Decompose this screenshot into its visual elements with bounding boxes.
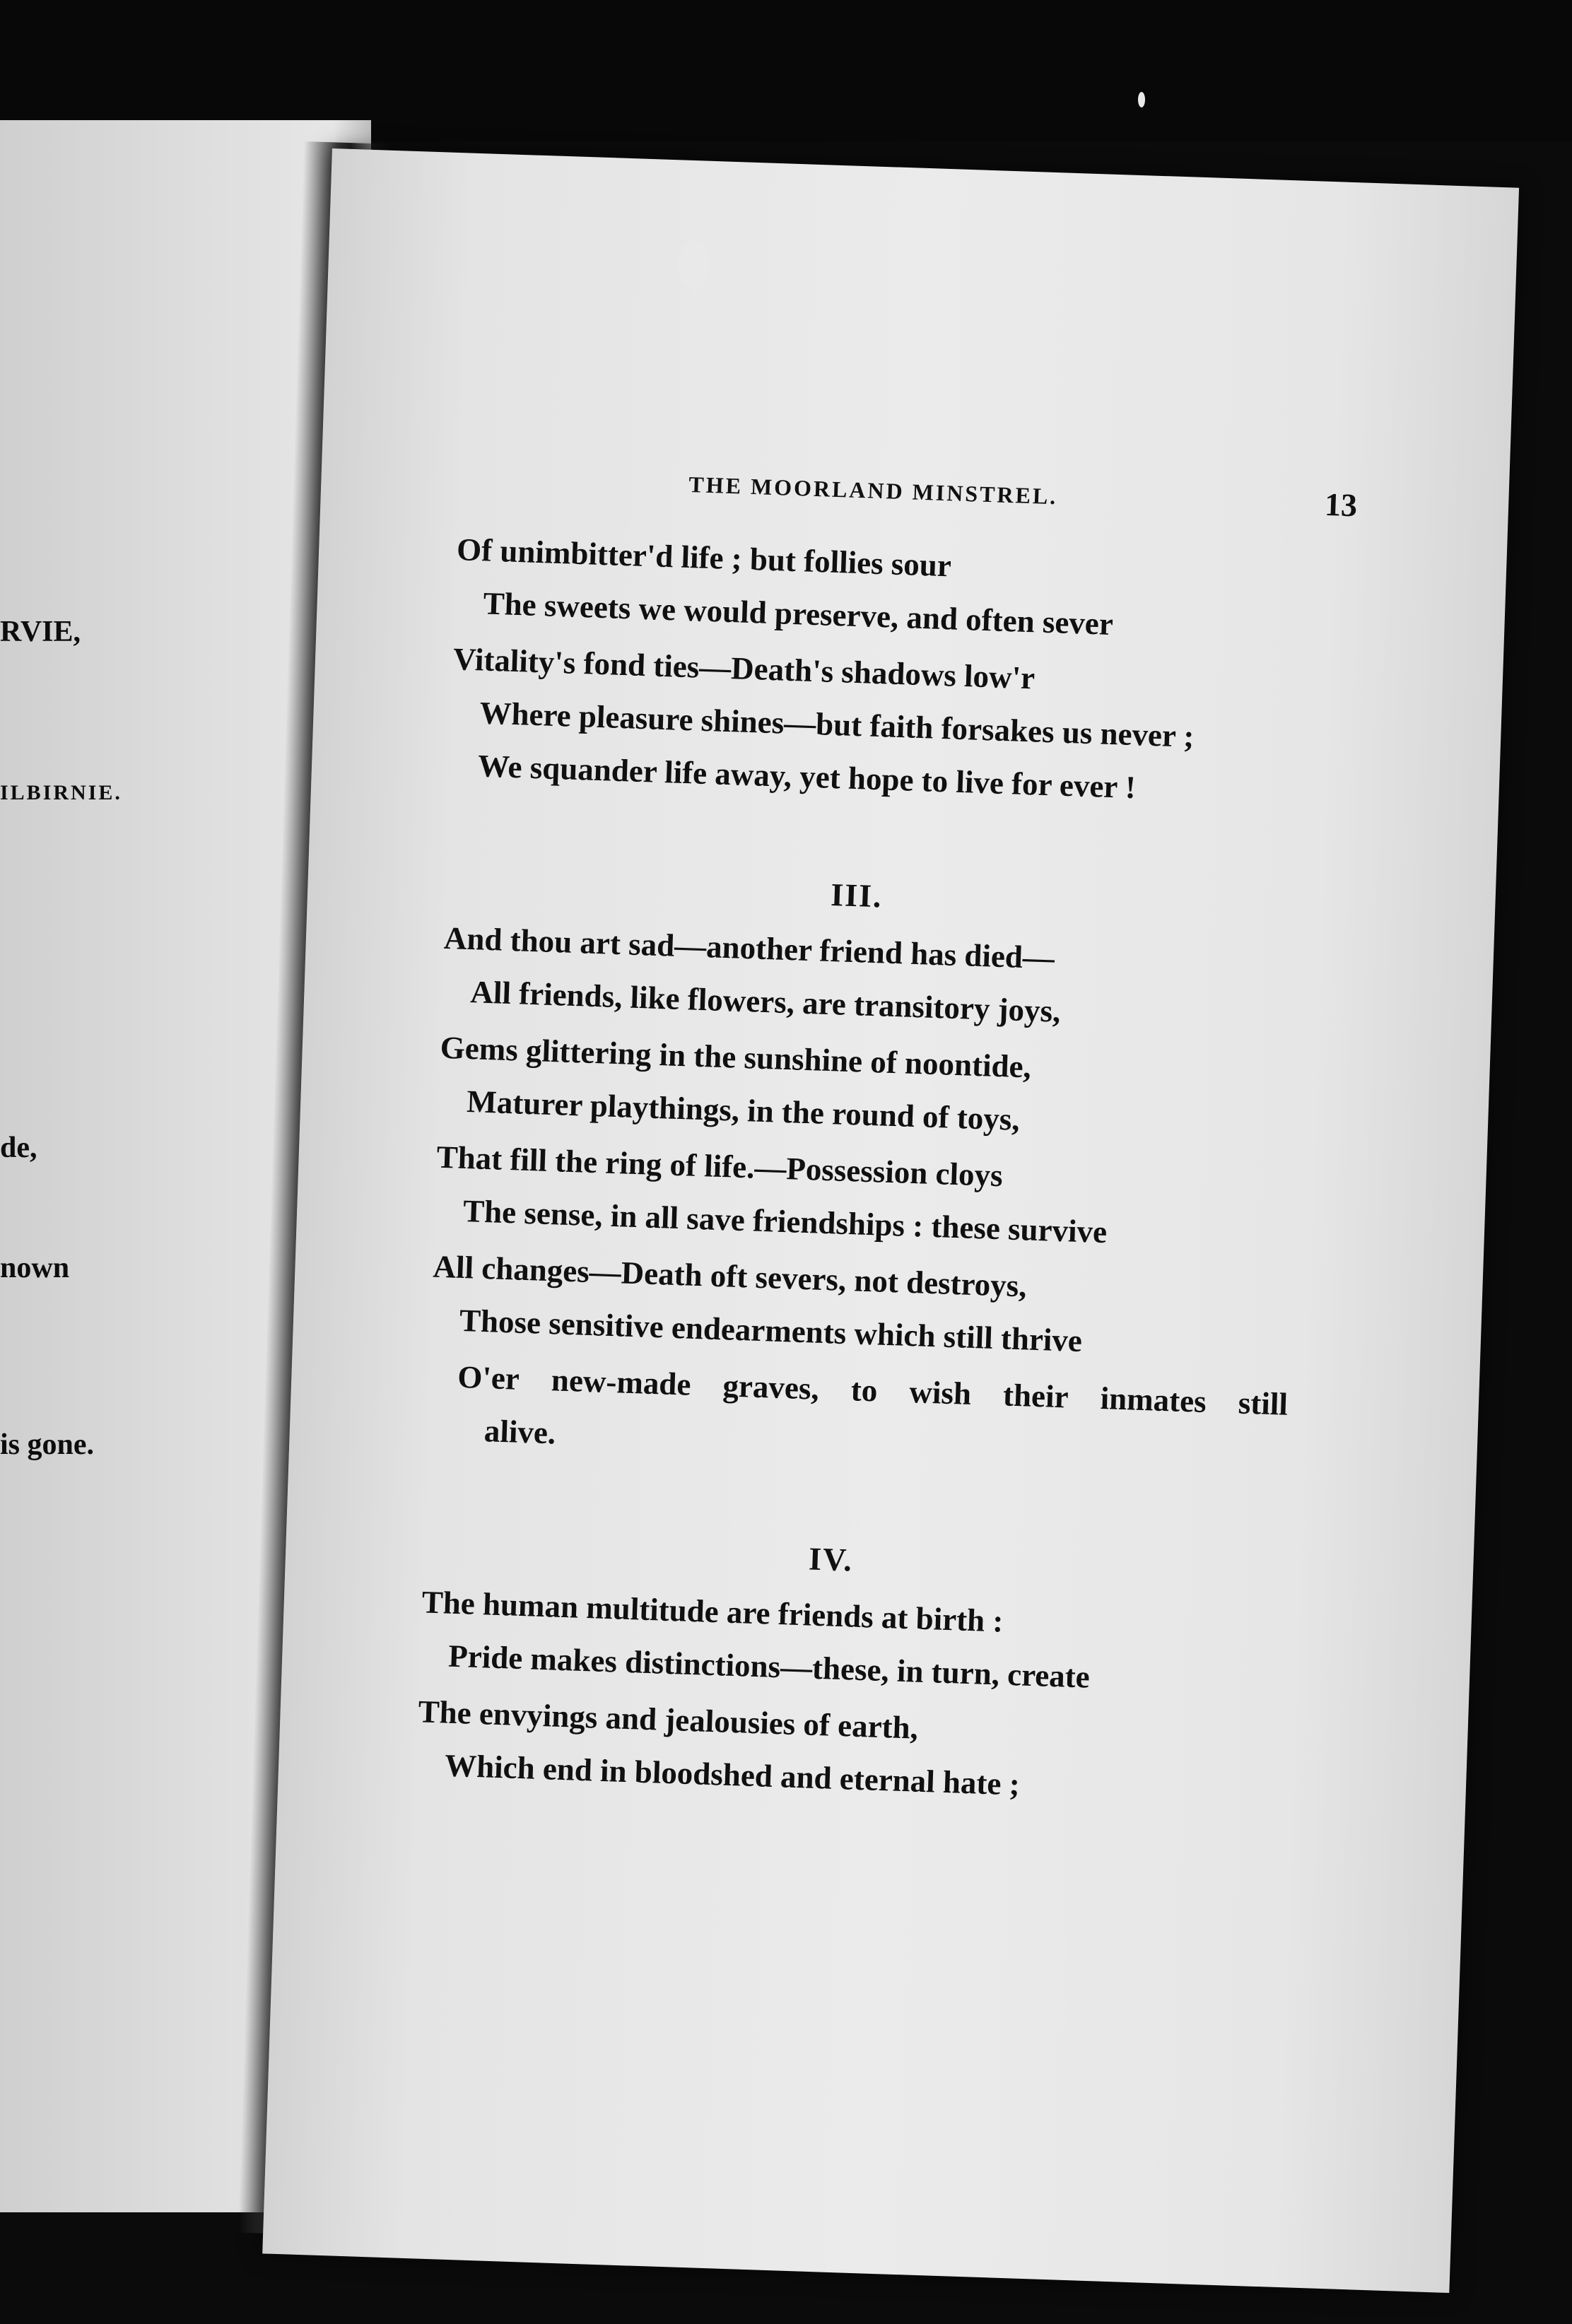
left-page-line: is gone. [0, 1428, 95, 1461]
verse-line: Vitality's fond ties—Death's shadows low'r [452, 641, 1036, 696]
verse-line: O'er new-made graves, to wish their inmates still [457, 1358, 1289, 1422]
left-page-line: de, [0, 1132, 37, 1164]
scan-speck [679, 240, 710, 290]
verse-line: Maturer playthings, in the round of toys, [466, 1084, 1021, 1137]
left-page-line: ILBIRNIE. [0, 781, 122, 804]
stanza-number: IV. [808, 1540, 854, 1578]
right-page [262, 148, 1519, 2293]
verse-line: That fill the ring of life.—Possession cloys [435, 1139, 1004, 1194]
verse-line: All changes—Death oft severs, not destroys, [432, 1248, 1028, 1304]
page-text [262, 148, 1519, 2293]
verse-line: Which end in bloodshed and eternal hate ; [444, 1747, 1021, 1802]
verse-line: All friends, like flowers, are transitory joys, [469, 974, 1062, 1029]
scan-speck [1138, 92, 1145, 107]
verse-line: Those sensitive endearments which still thrive [459, 1302, 1083, 1359]
verse-line: Gems glittering in the sunshine of noontide, [440, 1029, 1032, 1085]
left-page-line: RVIE, [0, 616, 81, 648]
verse-line: Where pleasure shines—but faith forsakes us never ; [479, 695, 1195, 754]
verse-line: The envyings and jealousies of earth, [417, 1694, 919, 1746]
verse-line: We squander life away, yet hope to live for ever ! [477, 748, 1137, 806]
stanza-number: III. [830, 876, 884, 915]
verse-line: The sweets we would preserve, and often sever [482, 585, 1114, 642]
verse-line: alive. [483, 1413, 556, 1451]
verse-line: The sense, in all save friendships : these survive [462, 1192, 1108, 1250]
page-number: 13 [1324, 486, 1358, 524]
verse-line: Pride makes distinctions—these, in turn, create [447, 1638, 1091, 1695]
verse-line: Of unimbitter'd life ; but follies sour [456, 532, 952, 584]
verse-line: The human multitude are friends at birth : [421, 1584, 1004, 1639]
left-page-line: nown [0, 1252, 70, 1284]
verse-line: And thou art sad—another friend has died— [443, 920, 1055, 976]
running-head: THE MOORLAND MINSTREL. [688, 471, 1058, 510]
